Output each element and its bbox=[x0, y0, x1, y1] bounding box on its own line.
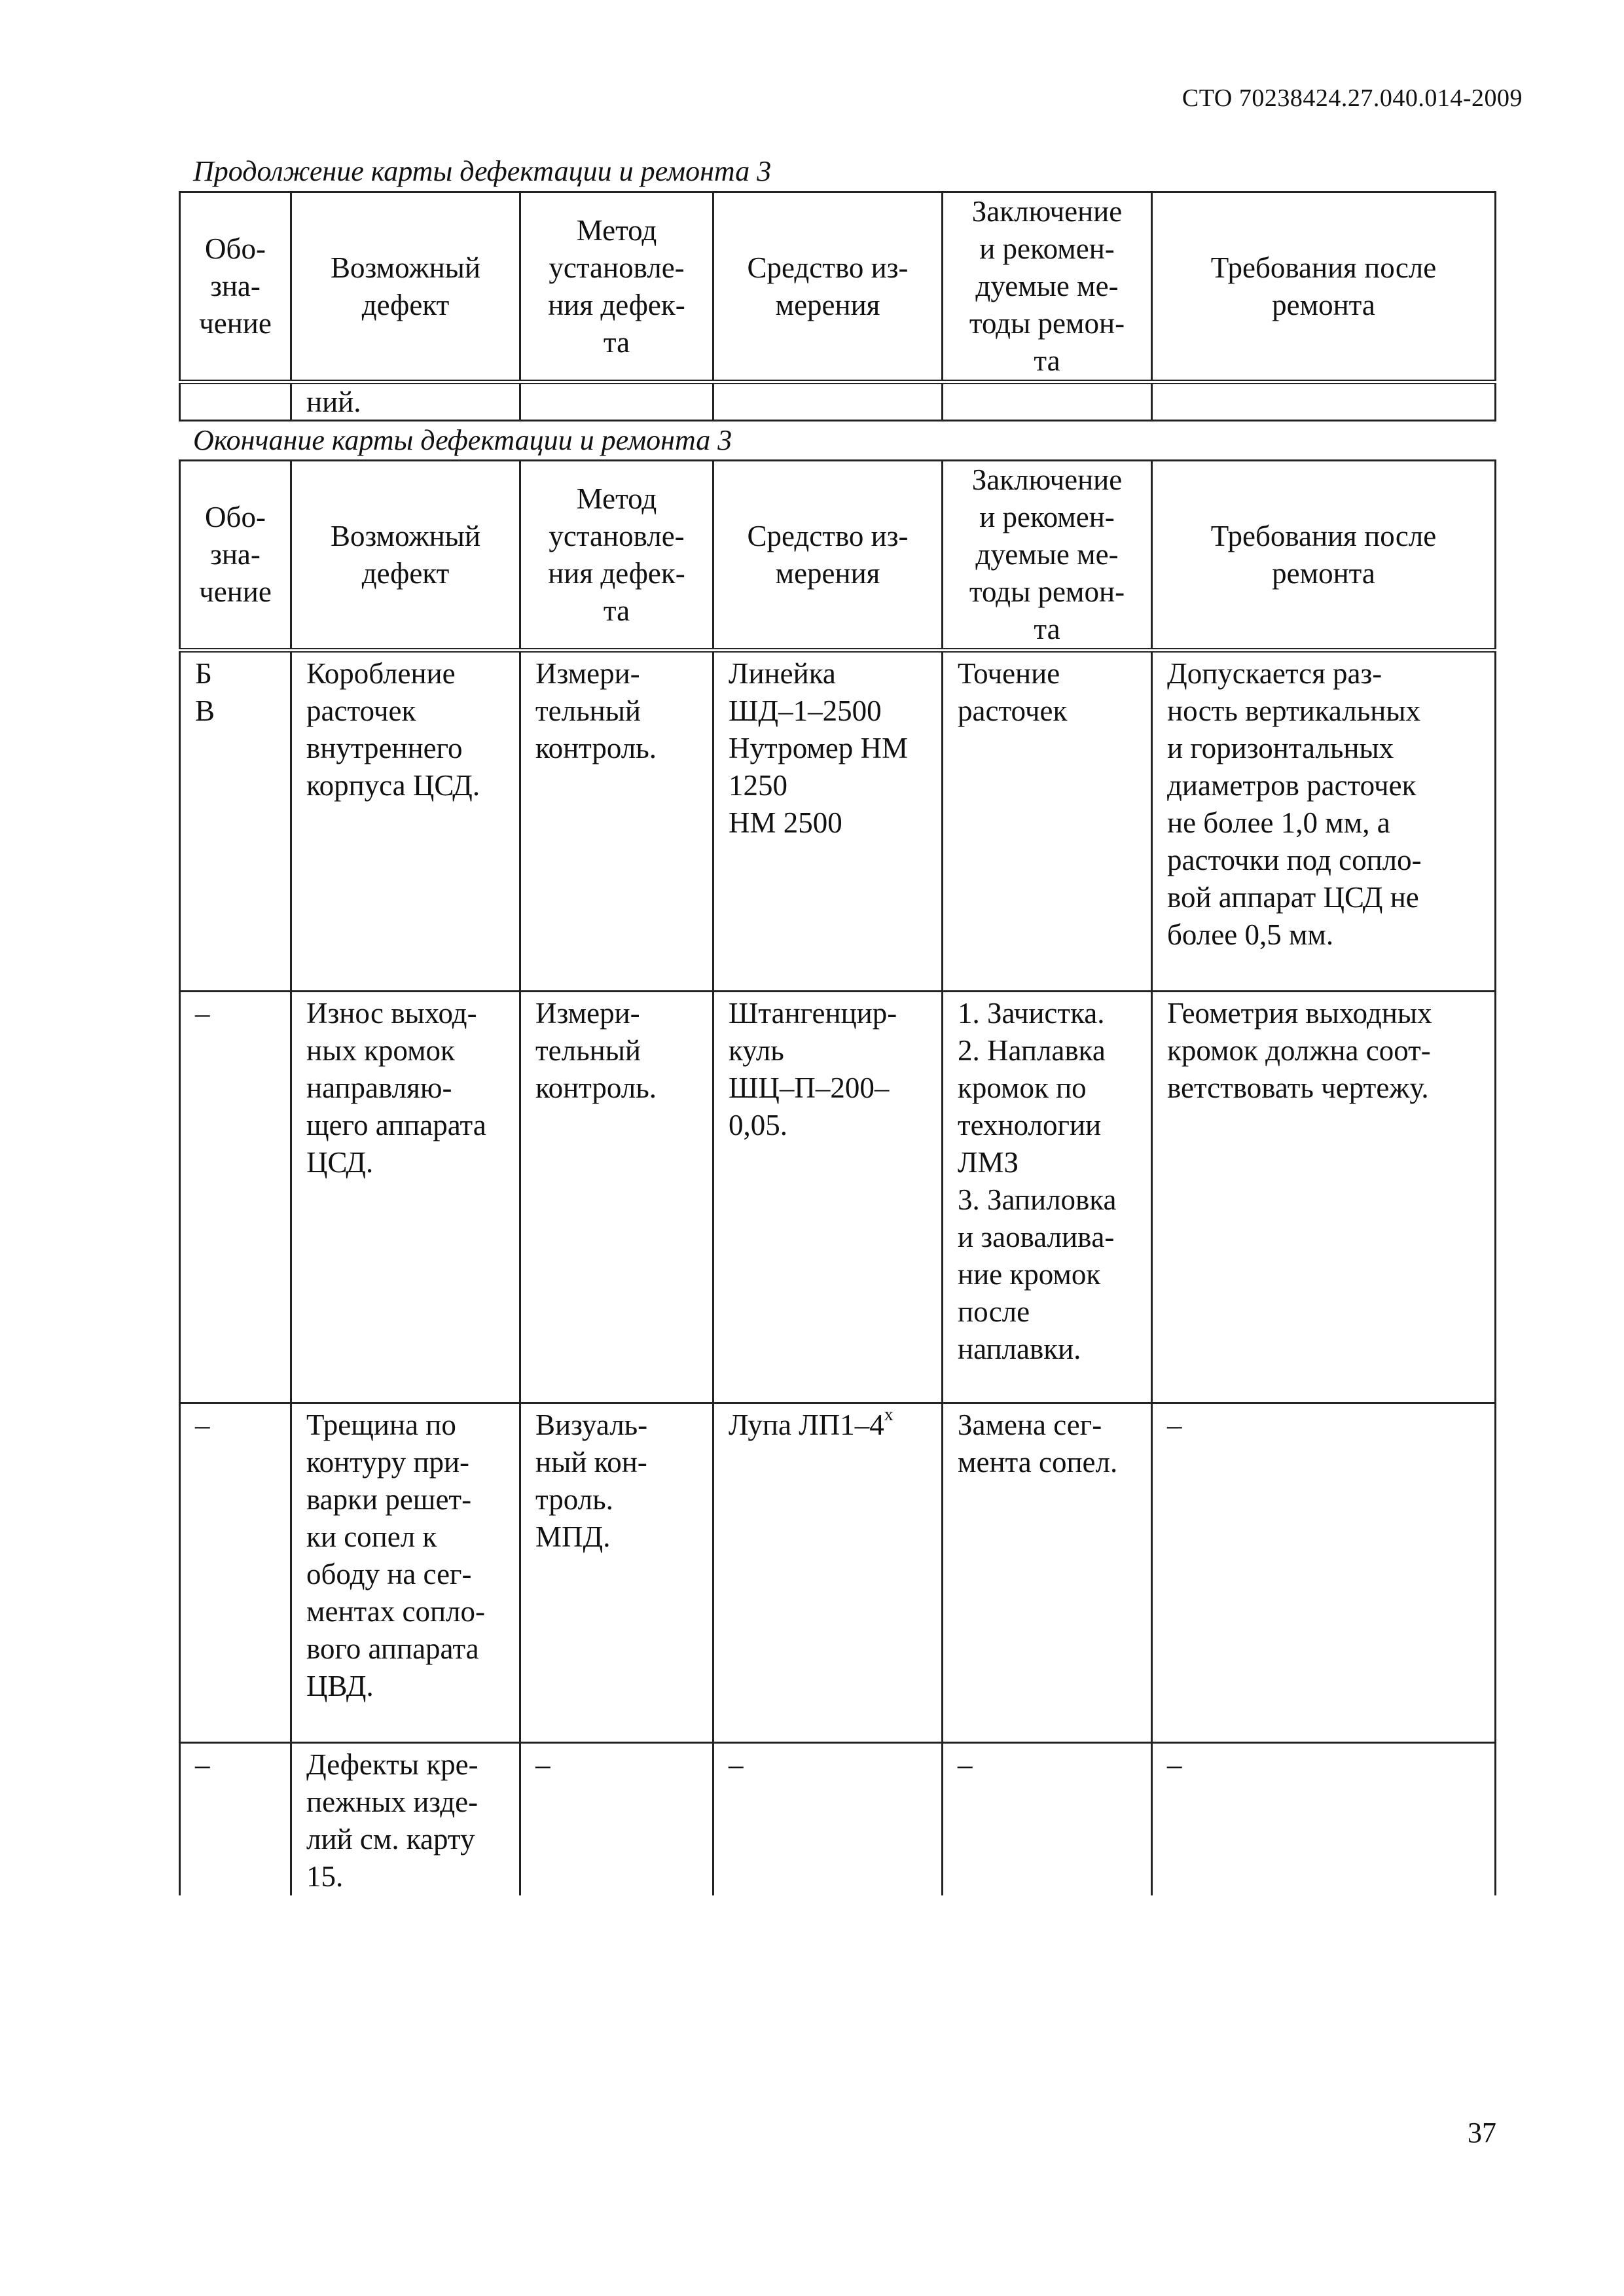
cell-repair: – bbox=[943, 1743, 1152, 1896]
table-caption-end: Окончание карты дефектации и ремонта 3 bbox=[193, 424, 732, 456]
cell-tool bbox=[713, 382, 943, 421]
header-method: Метод установле- ния дефек- та bbox=[520, 461, 713, 651]
cell-defect: ний. bbox=[291, 382, 520, 421]
cell-method: – bbox=[520, 1743, 713, 1896]
cell-method bbox=[520, 382, 713, 421]
header-repair: Заключение и рекомен- дуемые ме- тоды ремон- та bbox=[943, 192, 1152, 382]
cell-designation: – bbox=[180, 1403, 291, 1743]
defect-table-end bbox=[179, 459, 1496, 1895]
table-row bbox=[180, 382, 1496, 421]
cell-tool: Линейка ШД–1–2500 Нутромер НМ 1250 НМ 2500 bbox=[713, 651, 943, 992]
cell-designation: – bbox=[180, 992, 291, 1403]
table-header-row bbox=[180, 192, 1496, 382]
cell-designation bbox=[180, 382, 291, 421]
cell-defect: Коробление расточек внутреннего корпуса ЦСД. bbox=[291, 651, 520, 992]
header-tool: Средство из- мерения bbox=[713, 192, 943, 382]
document-code: СТО 70238424.27.040.014-2009 bbox=[1182, 84, 1523, 112]
header-defect: Возможный дефект bbox=[291, 461, 520, 651]
table-row bbox=[180, 992, 1496, 1403]
cell-requirements: Геометрия выходных кромок должна соот- ветствовать чертежу. bbox=[1152, 992, 1496, 1403]
header-method: Метод установле- ния дефек- та bbox=[520, 192, 713, 382]
cell-requirements: – bbox=[1152, 1743, 1496, 1896]
header-repair: Заключение и рекомен- дуемые ме- тоды ремон- та bbox=[943, 461, 1152, 651]
cell-repair: 1. Зачистка. 2. Наплавка кромок по технологии ЛМЗ 3. Запиловка и заоваливa- ние кромок после наплавки. bbox=[943, 992, 1152, 1403]
cell-method: Измери- тельный контроль. bbox=[520, 651, 713, 992]
table-row bbox=[180, 1403, 1496, 1743]
header-designation: Обо- зна- чение bbox=[180, 461, 291, 651]
cell-defect: Износ выход- ных кромок направляю- щего аппарата ЦСД. bbox=[291, 992, 520, 1403]
table-row bbox=[180, 651, 1496, 992]
cell-defect: Дефекты кре- пежных изде- лий см. карту 15. bbox=[291, 1743, 520, 1896]
cell-requirements: Допускается раз- ность вертикальных и горизонтальных диаметров расточек не более 1,0 мм, а расточки под сопло- вой аппарат ЦСД не более 0,5 мм. bbox=[1152, 651, 1496, 992]
table-row bbox=[180, 1743, 1496, 1896]
cell-designation: Б В bbox=[180, 651, 291, 992]
cell-repair: Точение расточек bbox=[943, 651, 1152, 992]
cell-tool: Лупа $ЛП1-4^х$ bbox=[713, 1403, 943, 1743]
cell-requirements: – bbox=[1152, 1403, 1496, 1743]
page-number: 37 bbox=[1468, 2117, 1496, 2149]
cell-requirements bbox=[1152, 382, 1496, 421]
superscript-x: х bbox=[884, 1405, 893, 1425]
header-defect: Возможный дефект bbox=[291, 192, 520, 382]
cell-repair: Замена сег- мента сопел. bbox=[943, 1403, 1152, 1743]
cell-method: Визуаль- ный кон- троль. МПД. bbox=[520, 1403, 713, 1743]
header-designation: Обо- зна- чение bbox=[180, 192, 291, 382]
table-header-row bbox=[180, 461, 1496, 651]
cell-designation: – bbox=[180, 1743, 291, 1896]
cell-tool: – bbox=[713, 1743, 943, 1896]
header-requirements: Требования после ремонта bbox=[1152, 192, 1496, 382]
cell-repair bbox=[943, 382, 1152, 421]
table-caption-continuation: Продолжение карты дефектации и ремонта 3 bbox=[193, 155, 772, 187]
header-tool: Средство из- мерения bbox=[713, 461, 943, 651]
cell-method: Измери- тельный контроль. bbox=[520, 992, 713, 1403]
cell-defect: Трещина по контуру при- варки решет- ки сопел к ободу на сег- ментах сопло- вого аппарата ЦВД. bbox=[291, 1403, 520, 1743]
cell-tool: Штангенцир- куль ШЦ–П–200– 0,05. bbox=[713, 992, 943, 1403]
defect-table-continuation bbox=[179, 191, 1496, 422]
header-requirements: Требования после ремонта bbox=[1152, 461, 1496, 651]
